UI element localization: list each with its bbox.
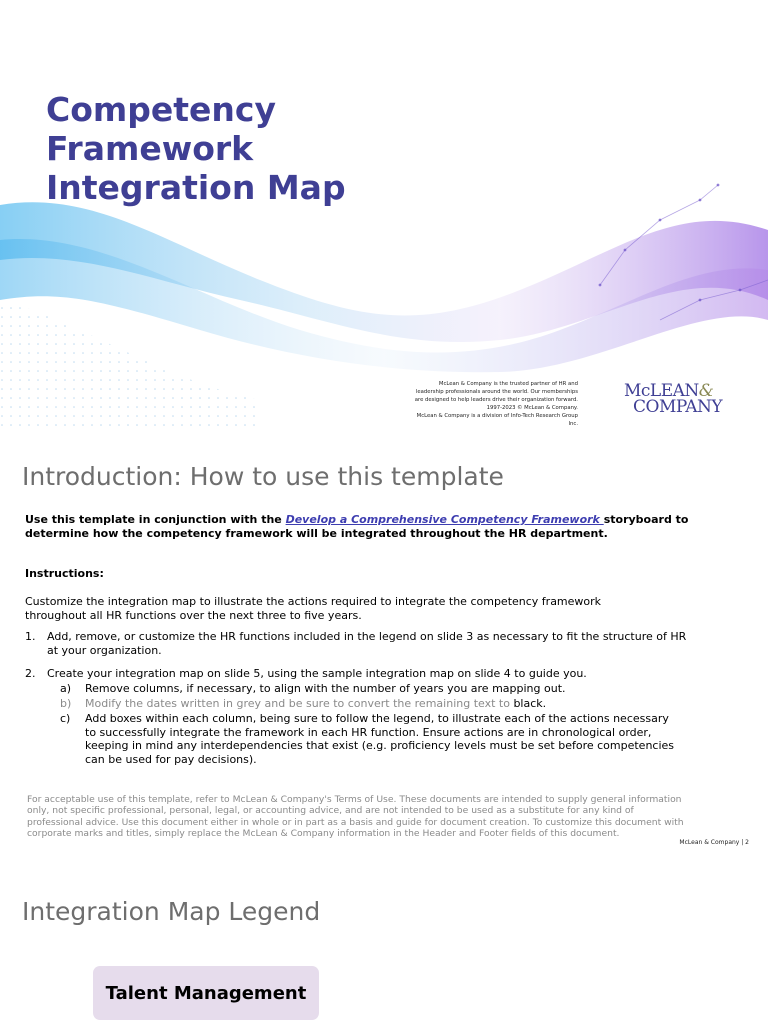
- company-disclaimer: [380, 380, 578, 428]
- title-line: Competency: [46, 90, 277, 129]
- page-number: McLean & Company | 2: [679, 839, 749, 846]
- mclean-company-logo: [624, 381, 734, 417]
- step-text: Create your integration map on slide 5, using the sample integration map on slide 4 to guide you.: [47, 667, 587, 680]
- terms-of-use-note: For acceptable use of this template, refer to McLean & Company's Terms of Use. These documents are intended to supply general information only, not specific professional, personal, legal, or accounting advice, and are not intended to be used as a substitute for any kind of professional advice. Use this document either in whole or in part as a basis and guide for document creation. To customize this document with corporate marks and titles, simply replace the McLean & Company information in the Header and Footer fields of this document.: [27, 794, 684, 839]
- disclaimer-line: McLean & Company is the trusted partner of HR and: [438, 381, 578, 387]
- title-line: Integration Map: [46, 168, 346, 207]
- substep-letter: a): [60, 682, 72, 695]
- legend-slide: [0, 864, 768, 1024]
- title-slide: [0, 0, 768, 432]
- storyboard-link[interactable]: Develop a Comprehensive Competency Framework: [285, 513, 604, 526]
- substep-text: Add boxes within each column, being sure to follow the legend, to illustrate each of the actions necessary to successfully integrate the framework in each HR function. Ensure actions are in chronological order, keeping in mind any interdependencies that exist (e.g. proficiency levels must be set before competencies can be used for pay decisions).: [85, 712, 675, 766]
- logo-word: McLEAN: [624, 381, 699, 401]
- step-text: Add, remove, or customize the HR functions included in the legend on slide 3 as necessary to fit the structure of HR at your organization.: [47, 630, 687, 657]
- title-line: Framework: [46, 129, 254, 168]
- presentation-title: [46, 90, 346, 207]
- substep-text: Modify the dates written in grey and be sure to convert the remaining text to black.: [85, 697, 547, 710]
- wave-background-graphic: [0, 0, 768, 432]
- disclaimer-line: 1997-2023 © McLean & Company.: [486, 405, 578, 411]
- legend-item-talent-management: Talent Management: [93, 966, 319, 1020]
- disclaimer-line: are designed to help leaders drive their organization forward.: [414, 397, 578, 403]
- substep-letter: b): [60, 697, 72, 710]
- introduction-slide: [0, 432, 768, 864]
- slide-heading: Integration Map Legend: [22, 897, 321, 926]
- substep-letter: c): [60, 712, 71, 725]
- substep-text: Remove columns, if necessary, to align with the number of years you are mapping out.: [85, 682, 566, 695]
- disclaimer-line: Inc.: [568, 421, 578, 427]
- slide-heading: Introduction: How to use this template: [22, 462, 504, 491]
- disclaimer-line: McLean & Company is a division of Info-Tech Research Group: [416, 413, 578, 419]
- disclaimer-line: leadership professionals around the world. Our memberships: [415, 389, 578, 395]
- logo-word: COMPANY: [633, 397, 723, 417]
- instructions-paragraph: Customize the integration map to illustrate the actions required to integrate the competency framework throughout all HR functions over the next three to five years.: [25, 595, 602, 622]
- instructions-label: Instructions:: [25, 567, 104, 580]
- intro-text: Use this template in conjunction with the Develop a Comprehensive Competency Framework storyboard to determine how the competency framework will be integrated throughout the HR department.: [25, 513, 689, 540]
- step-number: 2.: [25, 667, 36, 680]
- step-number: 1.: [25, 630, 36, 643]
- logo-ampersand: &: [698, 381, 714, 401]
